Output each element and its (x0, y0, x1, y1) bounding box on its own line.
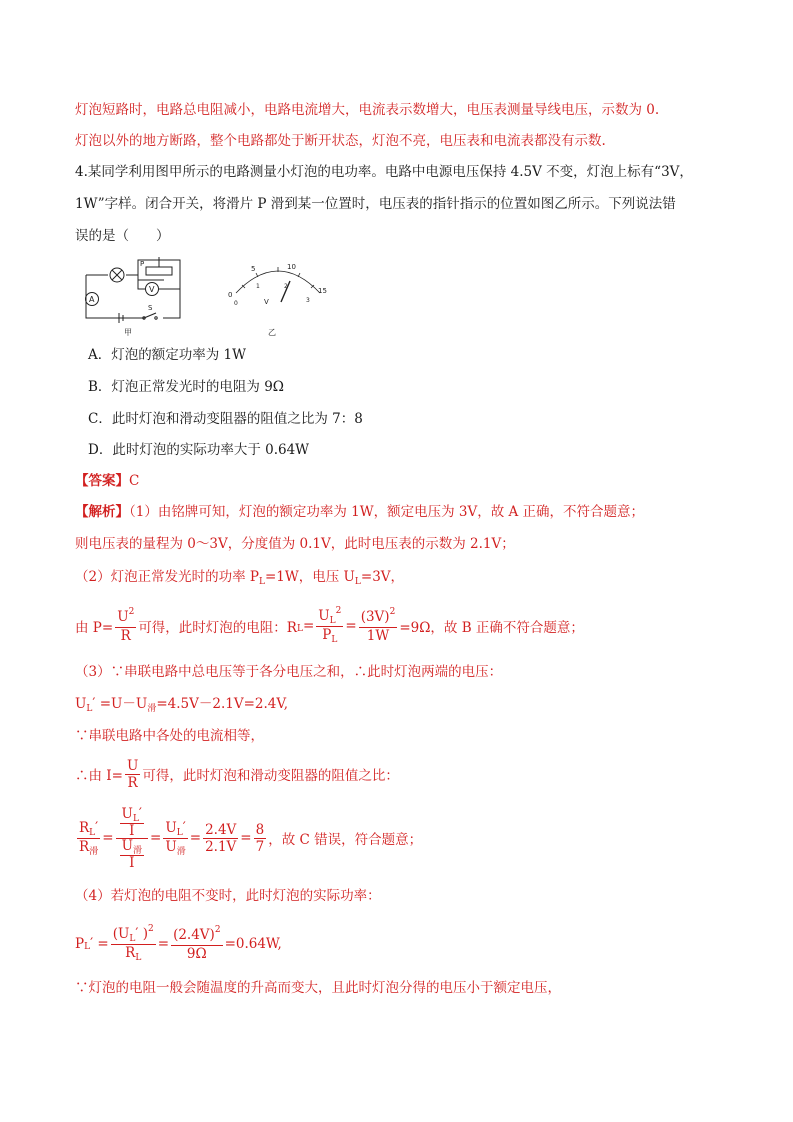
answer-line (75, 472, 139, 490)
dial-inner-2: 2 (284, 283, 288, 290)
equals: = (189, 830, 202, 846)
sub-l: L (258, 577, 265, 587)
option-c: C．此时灯泡和滑动变阻器的阻值之比为 7：8 (88, 411, 363, 427)
frac-num: U (117, 608, 129, 625)
analysis-line-7: ∵串联电路中各处的电流相等， (75, 728, 264, 744)
sub-slide: 滑 (132, 845, 142, 856)
equals: = (302, 618, 315, 634)
question-4-line-1: 4.某同学利用图甲所示的电路测量小灯泡的电功率。电路中电源电压保持 4.5V 不变，灯泡上标有“3V， (75, 164, 693, 180)
sup-2: 2 (128, 606, 135, 617)
frac-num: (2.4V) (173, 926, 215, 943)
fraction-uslide-i (120, 839, 144, 870)
frac-num: 8 (255, 821, 265, 838)
prime: ′ (95, 819, 99, 836)
analysis-line-2: 则电压表的量程为 0～3V，分度值为 0.1V，此时电压表的示数为 2.1V； (75, 536, 515, 552)
p-symbol: P (75, 936, 85, 952)
fraction-3v2-1w (359, 606, 398, 644)
actual-power-line (75, 916, 282, 972)
sub-l: L (86, 704, 93, 714)
resistance-formula-line (75, 596, 584, 656)
sub-l: L (354, 577, 361, 587)
dial-inner-0: 0 (234, 300, 238, 307)
prime-paren: ′ ) (135, 925, 149, 942)
dial-inner-1: 1 (256, 283, 260, 290)
figure-yi-label: 乙 (268, 328, 276, 337)
sub-l: L (84, 942, 91, 952)
lamp-voltage-value: =4.5V－2.1V=2.4V, (156, 696, 289, 712)
frac-den: 2.1V (205, 838, 237, 855)
frac-num: 2.4V (205, 821, 237, 838)
dial-unit: V (264, 298, 269, 306)
analysis-p1: （1）由铭牌可知，灯泡的额定功率为 1W，额定电压为 3V，故 A 正确，不符合题意； (129, 504, 645, 520)
frac-num: R (79, 819, 90, 836)
rated-voltage-value: =3V， (360, 569, 405, 585)
analysis-line-12: ∵灯泡的电阻一般会随温度的升高而变大，且此时灯泡分得的电压小于额定电压， (75, 980, 561, 996)
fraction-24v2-9ohm (171, 924, 223, 962)
frac-den: 1W (366, 627, 390, 644)
analysis-line-3 (75, 568, 404, 588)
sub-slide: 滑 (176, 846, 186, 857)
analysis-line-6 (75, 695, 288, 715)
fraction-8-7 (254, 822, 267, 855)
rated-voltage-text: =1W，电压 U (264, 569, 355, 585)
sub-l: L (89, 827, 96, 838)
fraction-ul-uslide (163, 820, 187, 857)
sub-l: L (135, 952, 142, 963)
ratio-formula-line (75, 796, 422, 880)
frac-den: R (127, 774, 138, 791)
sub-l: L (331, 634, 338, 645)
sub-l: L (176, 827, 183, 838)
circuit-diagram-jia (78, 255, 188, 340)
figure-jia-label: 甲 (124, 328, 132, 337)
sub-l: L (129, 933, 136, 944)
voltmeter-label: V (149, 285, 155, 294)
option-b: B．灯泡正常发光时的电阻为 9Ω (88, 379, 284, 395)
option-d: D．此时灯泡的实际功率大于 0.64W (88, 442, 310, 458)
analysis-line-5: （3）∵串联电路中总电压等于各分电压之和，∴此时灯泡两端的电压： (75, 664, 503, 680)
formula-mid: 可得，此时灯泡的电阻：R (138, 620, 297, 636)
ammeter-label: A (89, 295, 95, 304)
sup-2: 2 (148, 923, 154, 934)
frac-num: (3V) (360, 608, 390, 625)
u-symbol: U (75, 696, 87, 712)
text-line-open-circuit: 灯泡以外的地方断路，整个电路都处于断开状态，灯泡不亮，电压表和电流表都没有示数. (75, 133, 606, 149)
dial-tick-5: 5 (251, 265, 256, 273)
analysis-line-1 (75, 503, 644, 521)
voltmeter-dial-yi (218, 255, 338, 340)
equals: = (157, 936, 170, 952)
prime: ′ (138, 805, 142, 822)
fraction-rl-rslide (77, 820, 100, 857)
answer-value: C (129, 473, 140, 489)
frac-den: R (120, 627, 131, 644)
analysis-tag: 【解析】 (75, 504, 129, 520)
sup-2: 2 (335, 605, 342, 616)
ohm-suffix: 可得，此时灯泡和滑动变阻器的阻值之比： (142, 768, 399, 784)
ohm-prefix: ∴由 I= (75, 768, 123, 784)
switch-label: S (148, 304, 153, 312)
sub-slide: 滑 (147, 704, 157, 714)
text-line-short-circuit: 灯泡短路时，电路总电阻减小，电路电流增大，电流表示数增大，电压表测量导线电压，示数为 0. (75, 102, 660, 118)
analysis-line-10: （4）若灯泡的电阻不变时，此时灯泡的实际功率： (75, 888, 381, 904)
fraction-ul-i (120, 807, 144, 838)
equals: = (240, 830, 252, 846)
frac-den: U (165, 838, 177, 855)
frac-num: U (121, 837, 133, 854)
frac-den: R (79, 838, 90, 855)
question-4-line-3: 误的是（ ） (75, 228, 170, 244)
actual-power-value: =0.64W, (224, 936, 282, 952)
dial-tick-0: 0 (228, 291, 233, 299)
fraction-u2-r (115, 606, 136, 644)
frac-den: P (322, 626, 332, 643)
sup-2: 2 (389, 606, 396, 617)
ratio-conclusion: ，故 C 错误，符合题意； (268, 832, 423, 848)
answer-tag: 【答案】 (75, 473, 129, 489)
sub-l: L (329, 615, 336, 626)
dial-tick-15: 15 (318, 287, 327, 295)
ohms-law-line (75, 753, 399, 795)
frac-den: I (129, 822, 135, 839)
compound-fraction (116, 807, 148, 870)
fraction-24-21 (203, 822, 238, 855)
formula-result: =9Ω，故 B 正确不符合题意； (399, 620, 584, 636)
sub-slide: 滑 (89, 846, 99, 857)
equals: = (102, 830, 114, 846)
sub-l: L (296, 624, 303, 634)
equals: = (150, 830, 162, 846)
dial-tick-10: 10 (287, 263, 296, 271)
frac-num: (U (112, 925, 130, 942)
lamp-voltage-expr: ′ =U－U (92, 696, 148, 712)
formula-prefix: 由 P= (75, 620, 114, 636)
prime-equals: ′ = (90, 936, 109, 952)
option-a: A．灯泡的额定功率为 1W (88, 347, 247, 363)
equals: = (345, 618, 357, 634)
frac-den: R (125, 944, 136, 961)
question-4-line-2: 1W”字样。闭合开关，将滑片 P 滑到某一位置时，电压表的指针指示的位置如图乙所示。下列说法错 (75, 196, 676, 212)
fraction-u-r (125, 758, 140, 791)
fraction-ul2-rl (111, 923, 156, 963)
rated-power-text: （2）灯泡正常发光时的功率 P (75, 569, 259, 585)
frac-num: U (126, 757, 139, 774)
slider-label: P (140, 260, 145, 268)
prime: ′ (182, 819, 186, 836)
frac-num: U (318, 607, 330, 624)
frac-num: U (121, 805, 133, 822)
frac-num: U (165, 819, 177, 836)
frac-den: I (129, 854, 135, 871)
frac-den: 7 (255, 838, 265, 855)
fraction-ul2-pl (316, 605, 343, 645)
frac-den: 9Ω (186, 945, 207, 962)
sub-l: L (132, 813, 139, 824)
sup-2: 2 (214, 924, 221, 935)
dial-inner-3: 3 (306, 297, 310, 304)
